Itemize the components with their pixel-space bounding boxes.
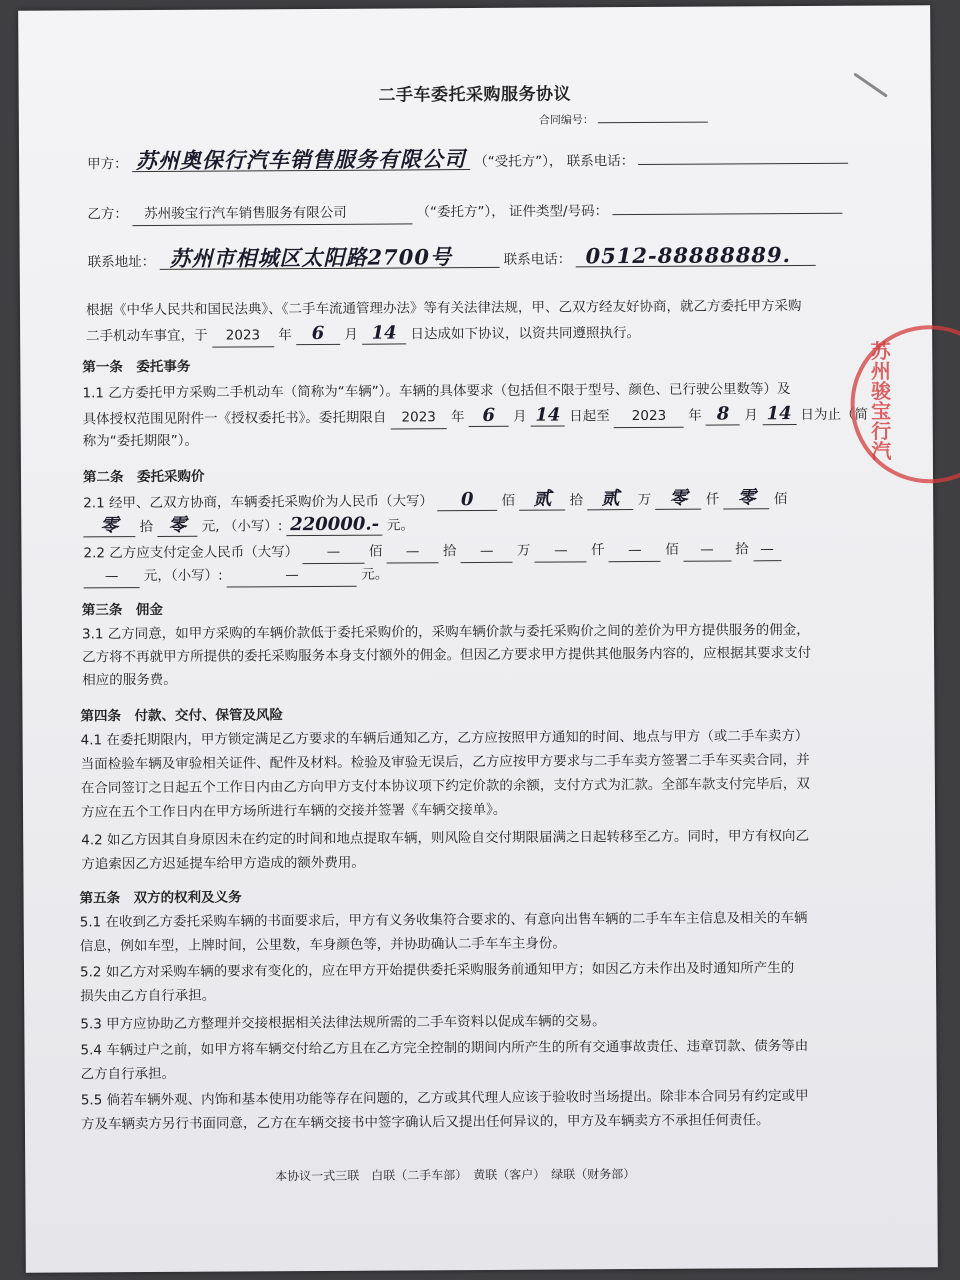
party-a-phone-label: 联系电话： [566, 153, 635, 170]
article-5-p3: 5.3 甲方应协助乙方整理并交接根据相关法律法规所需的二手车资料以促成车辆的交易。 [80, 1013, 606, 1033]
party-a-row [87, 146, 849, 176]
party-b-id-field[interactable] [612, 213, 842, 215]
article-5-p4-line-2: 乙方自行承担。 [80, 1065, 176, 1083]
address-value: 苏州市相城区太阳路2700号 [159, 246, 499, 270]
party-b-row [87, 200, 842, 227]
intro-line-1: 根据《中华人民共和国民法典》、《二手车流通管理办法》等有关法律法规，甲、乙双方经友好协商，就乙方委托甲方采购 [85, 298, 802, 319]
article-4-p1-line-3: 在合同签订之日起五个工作日内由乙方向甲方支付本协议项下约定价款的余额，支付方式为汇款。全部车款支付完毕后，双 [80, 775, 810, 797]
address-phone-label: 联系电话： [503, 251, 572, 268]
address-phone-value: 0512-88888889. [575, 244, 815, 267]
intro-year: 2023 [212, 325, 274, 347]
article-1-heading: 第一条 委托事务 [82, 358, 191, 376]
article-5-p2-line-1: 5.2 如乙方对采购车辆的要求有变化的，应在甲方开始提供委托采购服务前通知甲方；如因乙方未作出及时通知所产生的 [79, 960, 795, 981]
article-2-line-4: — 元，（小写）: — 元。 [84, 565, 389, 589]
party-b-label: 乙方： [87, 206, 128, 223]
address-label: 联系地址： [87, 253, 156, 271]
party-a-phone-field[interactable] [639, 163, 849, 165]
article-1-line-2: 具体授权范围见附件一《授权委托书》。委托期限自 2023 年 6 月 14 日起至 2023 年 8 月 14 日为止（简 [83, 403, 868, 432]
term-start-month: 6 [469, 405, 509, 427]
intro-line-2: 二手机动车事宜，于 2023 年 6 月 14 日达成如下协议，以资共同遵照执行。 [86, 321, 640, 348]
party-a-label: 甲方： [87, 156, 128, 173]
contract-number-row [539, 111, 708, 128]
article-4-p1-line-1: 4.1 在委托期限内，甲方锁定满足乙方要求的车辆后通知乙方，乙方应按照甲方通知的时间、地点与甲方（或二手车卖方） [80, 727, 809, 749]
article-5-p2-line-2: 损失由乙方自行承担。 [80, 987, 216, 1005]
article-5-p4-line-1: 5.4 车辆过户之前，如甲方将车辆交付给乙方且在乙方完全控制的期间内所产生的所有交通事故责任、违章罚款、债务等由 [80, 1037, 809, 1059]
article-4-p1-line-4: 方应在五个工作日内在甲方场所进行车辆的交接并签署《车辆交接单》。 [81, 801, 507, 821]
article-5-p5-line-1: 5.5 倘若车辆外观、内饰和基本使用功能等存在问题的，乙方或其代理人应该于验收时当场提出。除非本合同另有约定或甲 [80, 1087, 809, 1109]
article-4-p1-line-2: 当面检验车辆及审验相关证件、配件及材料。检验及审验无误后，乙方应按甲方要求与二手车卖方签署二手车买卖合同，并 [80, 751, 810, 773]
party-b-name: 苏州骏宝行汽车销售服务有限公司 [132, 202, 412, 226]
intro-month: 6 [296, 323, 340, 345]
price-amount-figures: 220000.- [287, 514, 383, 537]
article-2-line-3: 2.2 乙方应支付定金人民币（大写） — 佰 — 拾 — 万 — 仟 — 佰 — 拾 — [83, 539, 781, 565]
deposit-amount-figures: — [227, 565, 357, 588]
party-a-role: （“受托方”）， [474, 153, 563, 171]
party-a-name: 苏州奥保行汽车销售服务有限公司 [132, 148, 470, 172]
intro-day: 14 [362, 322, 406, 344]
article-2-line-1: 2.1 经甲、乙双方协商，车辆委托采购价为人民币（大写） 0 佰 贰 拾 贰 万 零 仟 零 佰 [83, 487, 788, 512]
article-5-p1-line-2: 信息，例如车型，上牌时间，公里数，车身颜色等，并协助确认二手车车主身份。 [79, 935, 566, 955]
article-4-heading: 第四条 付款、交付、保管及风险 [80, 707, 284, 725]
copies-footer: 本协议一式三联 白联（二手车部） 黄联（客户） 绿联（财务部） [275, 1167, 636, 1184]
term-end-month: 8 [706, 403, 740, 425]
article-3-line-1: 3.1 乙方同意，如甲方采购的车辆价款低于委托采购价的，采购车辆价款与委托采购价之间的差价为甲方提供服务的佣金， [81, 621, 810, 643]
document-title: 二手车委托采购服务协议 [378, 84, 571, 106]
article-5-p1-line-1: 5.1 在收到乙方委托采购车辆的书面要求后，甲方有义务收集符合要求的、有意向出售车辆的二手车车主信息及相关的车辆 [79, 909, 808, 931]
term-end-day: 14 [762, 403, 796, 425]
article-3-heading: 第三条 佣金 [81, 601, 163, 619]
article-2-heading: 第二条 委托采购价 [82, 468, 205, 486]
party-b-id-label: 证件类型/号码： [508, 203, 609, 220]
article-5-p5-line-2: 方及车辆卖方另行书面同意，乙方在车辆交接书中签字确认后又提出任何异议的，甲方及车辆卖方不承担任何责任。 [80, 1112, 770, 1133]
article-3-line-2: 乙方将不再就甲方所提供的委托采购服务本身支付额外的佣金。但因乙方要求甲方提供其他服务内容的，应根据其要求支付 [82, 644, 812, 666]
article-5-heading: 第五条 双方的权利及义务 [79, 889, 242, 907]
term-start-day: 14 [531, 404, 565, 426]
article-4-p2-line-2: 方追索因乙方迟延提车给甲方造成的额外费用。 [81, 854, 365, 873]
article-2-line-2: 零 拾 零 元, （小写）: 220000.- 元。 [83, 513, 414, 538]
article-1-line-1: 1.1 乙方委托甲方采购二手机动车（简称为“车辆”）。车辆的具体要求（包括但不限于型号、颜色、已行驶公里数等）及 [82, 381, 791, 402]
article-1-line-3: 称为“委托期限”）。 [82, 432, 199, 450]
contract-page [18, 5, 938, 1273]
address-row [88, 244, 816, 273]
party-b-role: （“委托方”）， [416, 203, 505, 221]
contract-number-field[interactable] [597, 122, 707, 124]
article-4-p2-line-1: 4.2 如乙方因其自身原因未在约定的时间和地点提取车辆，则风险自交付期限届满之日起转移至乙方。同时，甲方有权向乙 [81, 827, 810, 849]
company-stamp-text: 苏州骏宝行汽 [867, 340, 892, 461]
contract-number-label: 合同编号： [538, 113, 594, 127]
term-end-year: 2023 [614, 406, 684, 428]
article-3-line-3: 相应的服务费。 [82, 671, 177, 689]
term-start-year: 2023 [391, 407, 447, 429]
